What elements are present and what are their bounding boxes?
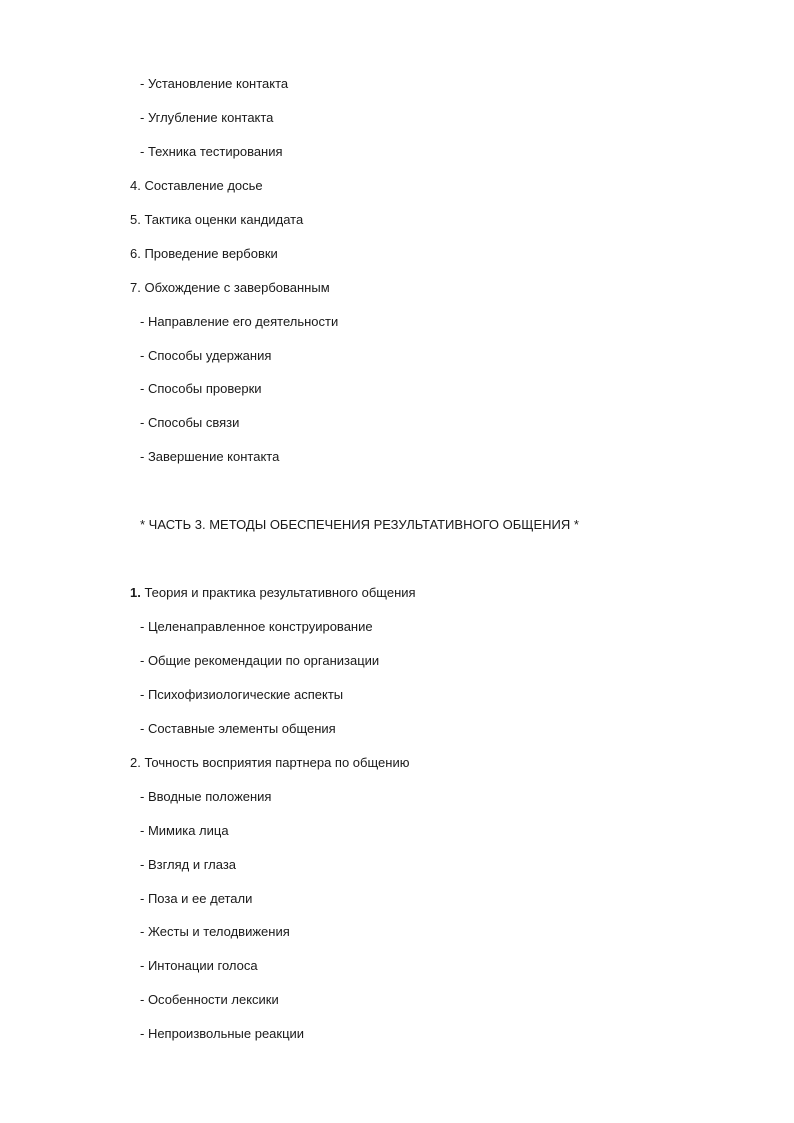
list-item: - Мимика лица [140,822,229,838]
list-item: - Особенности лексики [140,992,279,1008]
numbered-item [0,576,794,610]
list-item: - Составные элементы общения [140,720,336,736]
section-heading: * ЧАСТЬ 3. МЕТОДЫ ОБЕСПЕЧЕНИЯ РЕЗУЛЬТАТИВНОГО ОБЩЕНИЯ * [140,517,579,533]
blank-line [0,542,794,576]
list-item: - Способы удержания [140,347,272,363]
numbered-item: 5. Тактика оценки кандидата [130,211,304,227]
list-item: - Способы проверки [140,381,262,397]
blank-line [0,474,794,508]
list-item: - Жесты и телодвижения [140,924,290,940]
list-item: - Целенаправленное конструирование [140,619,373,634]
numbered-item: 7. Обхождение с завербованным [130,279,330,295]
list-item: - Поза и ее детали [140,890,253,906]
list-item: - Общие рекомендации по организации [140,652,380,668]
list-item: - Непроизвольные реакции [140,1026,305,1042]
numbered-item: 6. Проведение вербовки [130,245,278,261]
numbered-item: 2. Точность восприятия партнера по общению [130,754,410,770]
numbered-item: 4. Составление досье [130,177,263,193]
list-item: - Углубление контакта [140,109,274,125]
list-item: - Техника тестирования [140,143,283,159]
list-item: - Психофизиологические аспекты [140,686,344,702]
list-item: - Завершение контакта [140,449,280,465]
list-item: - Направление его деятельности [140,313,339,329]
list-item: - Взгляд и глаза [140,856,237,872]
list-item: - Вводные положения [140,788,272,804]
item-text: Теория и практика результативного общения [140,585,416,601]
list-item: - Установление контакта [140,76,289,91]
list-item: - Интонации голоса [140,958,258,974]
document-page [0,67,794,1051]
item-number: 1. [130,585,141,601]
list-item: - Способы связи [140,415,240,431]
